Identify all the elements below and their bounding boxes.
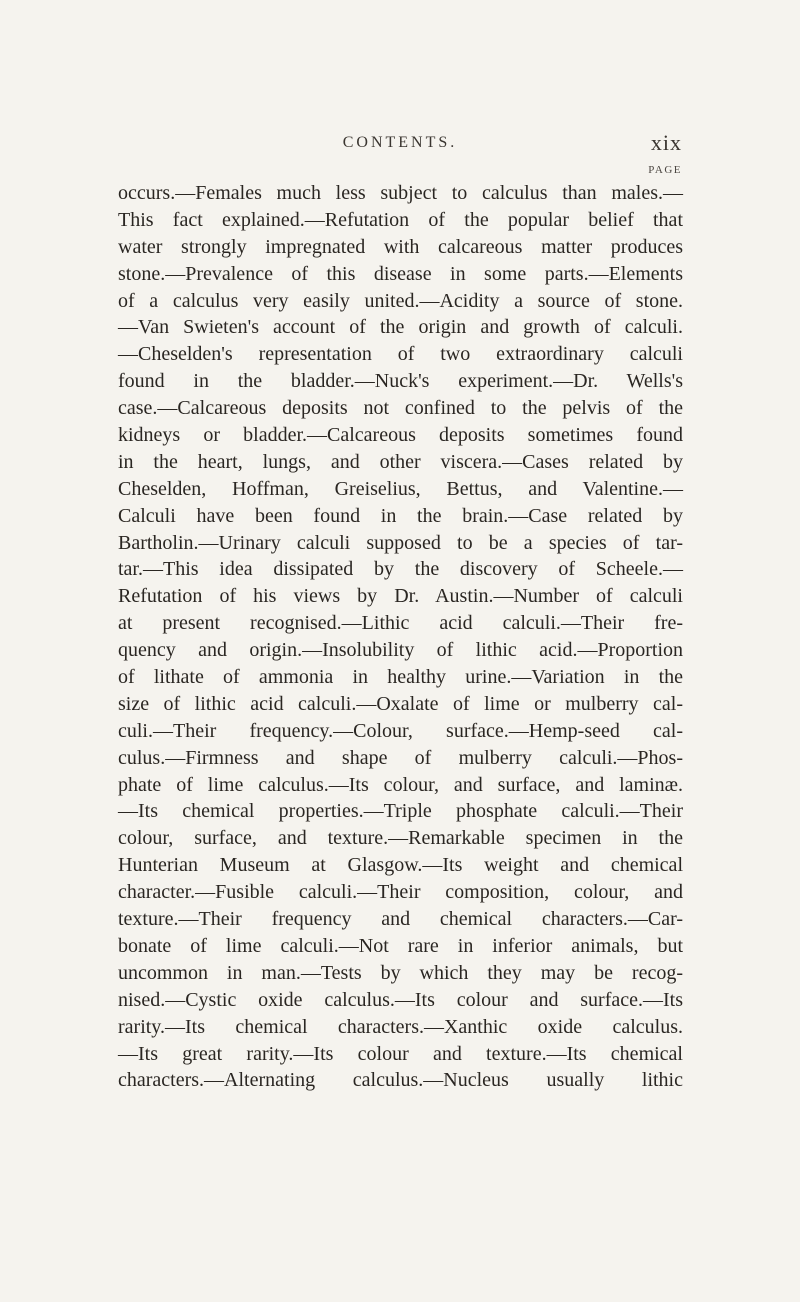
text-line: phate of lime calculus.—Its colour, and surface, and laminæ.	[118, 773, 683, 796]
contents-paragraph	[118, 180, 683, 1094]
text-line: of lithate of ammonia in healthy urine.—Variation in the	[118, 666, 683, 689]
text-line: size of lithic acid calculi.—Oxalate of lime or mulberry cal-	[118, 692, 683, 715]
running-title: CONTENTS.	[342, 134, 458, 151]
text-line: colour, surface, and texture.—Remarkable specimen in the	[118, 827, 683, 850]
text-line: —Van Swieten's account of the origin and growth of calculi.	[118, 316, 683, 339]
text-line: occurs.—Females much less subject to calculus than males.—	[118, 182, 683, 204]
text-line: stone.—Prevalence of this disease in some parts.—Elements	[118, 262, 683, 285]
text-line: This fact explained.—Refutation of the popular belief that	[118, 208, 683, 231]
text-line: rarity.—Its chemical characters.—Xanthic oxide calculus.	[118, 1015, 683, 1038]
text-line: —Its great rarity.—Its colour and texture.—Its chemical	[118, 1042, 683, 1065]
text-line: bonate of lime calculi.—Not rare in inferior animals, but	[118, 934, 683, 957]
text-line: texture.—Their frequency and chemical characters.—Car-	[118, 908, 683, 931]
page-column-label: PAGE	[648, 164, 682, 176]
text-line: found in the bladder.—Nuck's experiment.—Dr. Wells's	[118, 370, 683, 393]
text-line: Cheselden, Hoffman, Greiselius, Bettus, and Valentine.—	[118, 477, 683, 500]
text-line: in the heart, lungs, and other viscera.—Cases related by	[118, 450, 683, 473]
text-line: characters.—Alternating calculus.—Nucleus usually lithic	[118, 1069, 683, 1092]
text-line: at present recognised.—Lithic acid calculi.—Their fre-	[118, 612, 683, 635]
text-line: Bartholin.—Urinary calculi supposed to be a species of tar-	[118, 531, 683, 554]
text-line: tar.—This idea dissipated by the discovery of Scheele.—	[118, 558, 683, 581]
running-head	[0, 128, 800, 158]
text-line: —Its chemical properties.—Triple phosphate calculi.—Their	[118, 800, 683, 823]
text-line: kidneys or bladder.—Calcareous deposits sometimes found	[118, 424, 683, 447]
text-line: culi.—Their frequency.—Colour, surface.—Hemp-seed cal-	[118, 719, 683, 742]
text-line: character.—Fusible calculi.—Their composition, colour, and	[118, 881, 683, 904]
text-line: nised.—Cystic oxide calculus.—Its colour and surface.—Its	[118, 988, 683, 1011]
text-line: case.—Calcareous deposits not confined to the pelvis of the	[118, 397, 683, 420]
text-line: Hunterian Museum at Glasgow.—Its weight and chemical	[118, 854, 683, 877]
text-line: Refutation of his views by Dr. Austin.—Number of calculi	[118, 585, 683, 608]
text-line: Calculi have been found in the brain.—Case related by	[118, 504, 683, 527]
page-number: xix	[650, 130, 682, 155]
text-line: of a calculus very easily united.—Acidity a source of stone.	[118, 289, 683, 312]
text-line: quency and origin.—Insolubility of lithic acid.—Proportion	[118, 639, 683, 662]
text-line: uncommon in man.—Tests by which they may be recog-	[118, 961, 683, 984]
text-line: —Cheselden's representation of two extraordinary calculi	[118, 343, 683, 366]
text-line: water strongly impregnated with calcareous matter produces	[118, 235, 683, 258]
text-line: culus.—Firmness and shape of mulberry calculi.—Phos-	[118, 746, 683, 769]
